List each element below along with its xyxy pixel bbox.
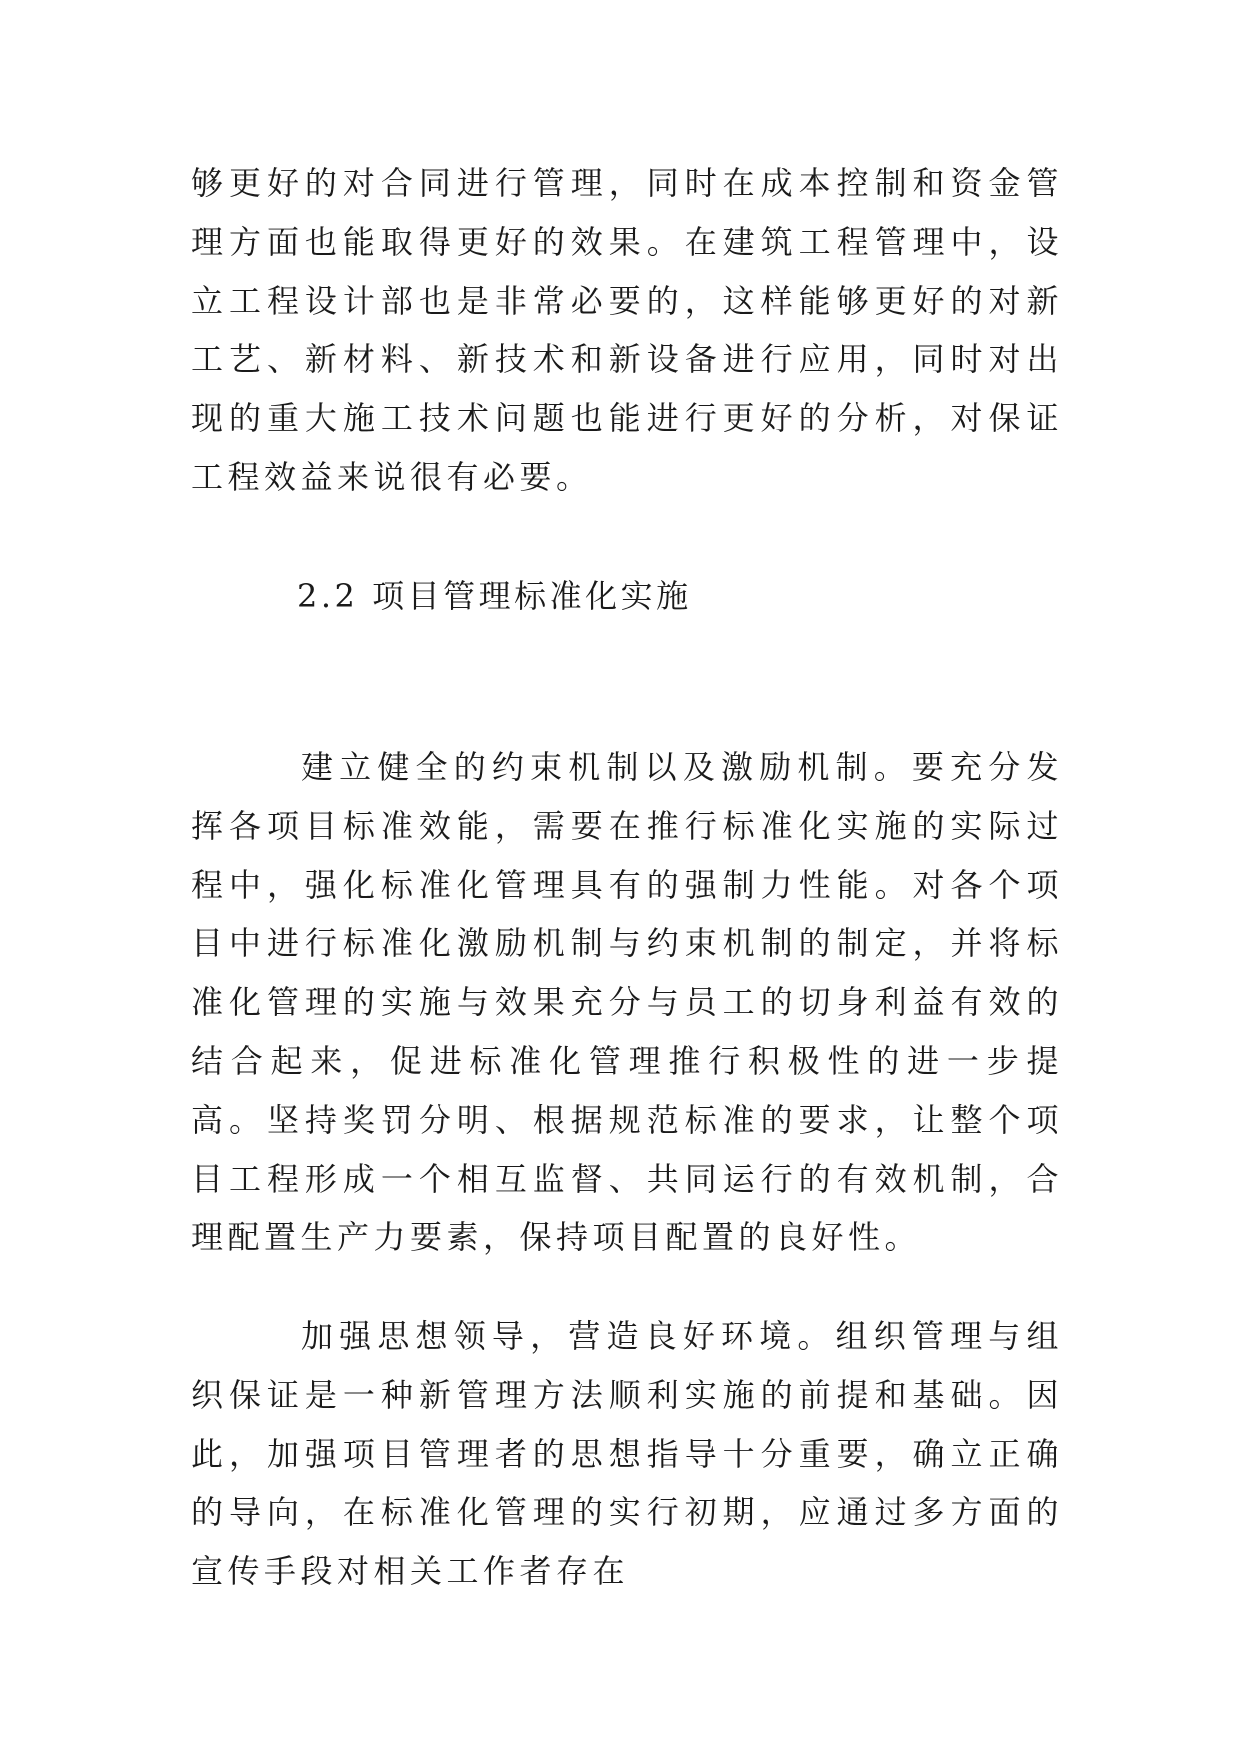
- paragraph-continued: [191, 154, 1063, 507]
- paragraph-constraint-mechanism: [191, 738, 1063, 1267]
- paragraph-text: 够更好的对合同进行管理，同时在成本控制和资金管理方面也能取得更好的效果。在建筑工程管理中，设立工程设计部也是非常必要的，这样能够更好的对新工艺、新材料、新技术和新设备进行应用，同时对出现的重大施工技术问题也能进行更好的分析，对保证工程效益来说很有必要。: [191, 164, 1063, 496]
- paragraph-text: 加强思想领导，营造良好环境。组织管理与组织保证是一种新管理方法顺利实施的前提和基础。因此，加强项目管理者的思想指导十分重要，确立正确的导向，在标准化管理的实行初期，应通过多方面的宣传手段对相关工作者存在: [191, 1317, 1063, 1591]
- paragraph-text: 建立健全的约束机制以及激励机制。要充分发挥各项目标准效能，需要在推行标准化实施的实际过程中，强化标准化管理具有的强制力性能。对各个项目中进行标准化激励机制与约束机制的制定，并将标准化管理的实施与效果充分与员工的切身利益有效的结合起来，促进标准化管理推行积极性的进一步提高。坚持奖罚分明、根据规范标准的要求，让整个项目工程形成一个相互监督、共同运行的有效机制，合理配置生产力要素，保持项目配置的良好性。: [191, 748, 1063, 1257]
- paragraph-leadership: [191, 1307, 1063, 1601]
- section-heading: 2.2 项目管理标准化实施: [297, 577, 692, 615]
